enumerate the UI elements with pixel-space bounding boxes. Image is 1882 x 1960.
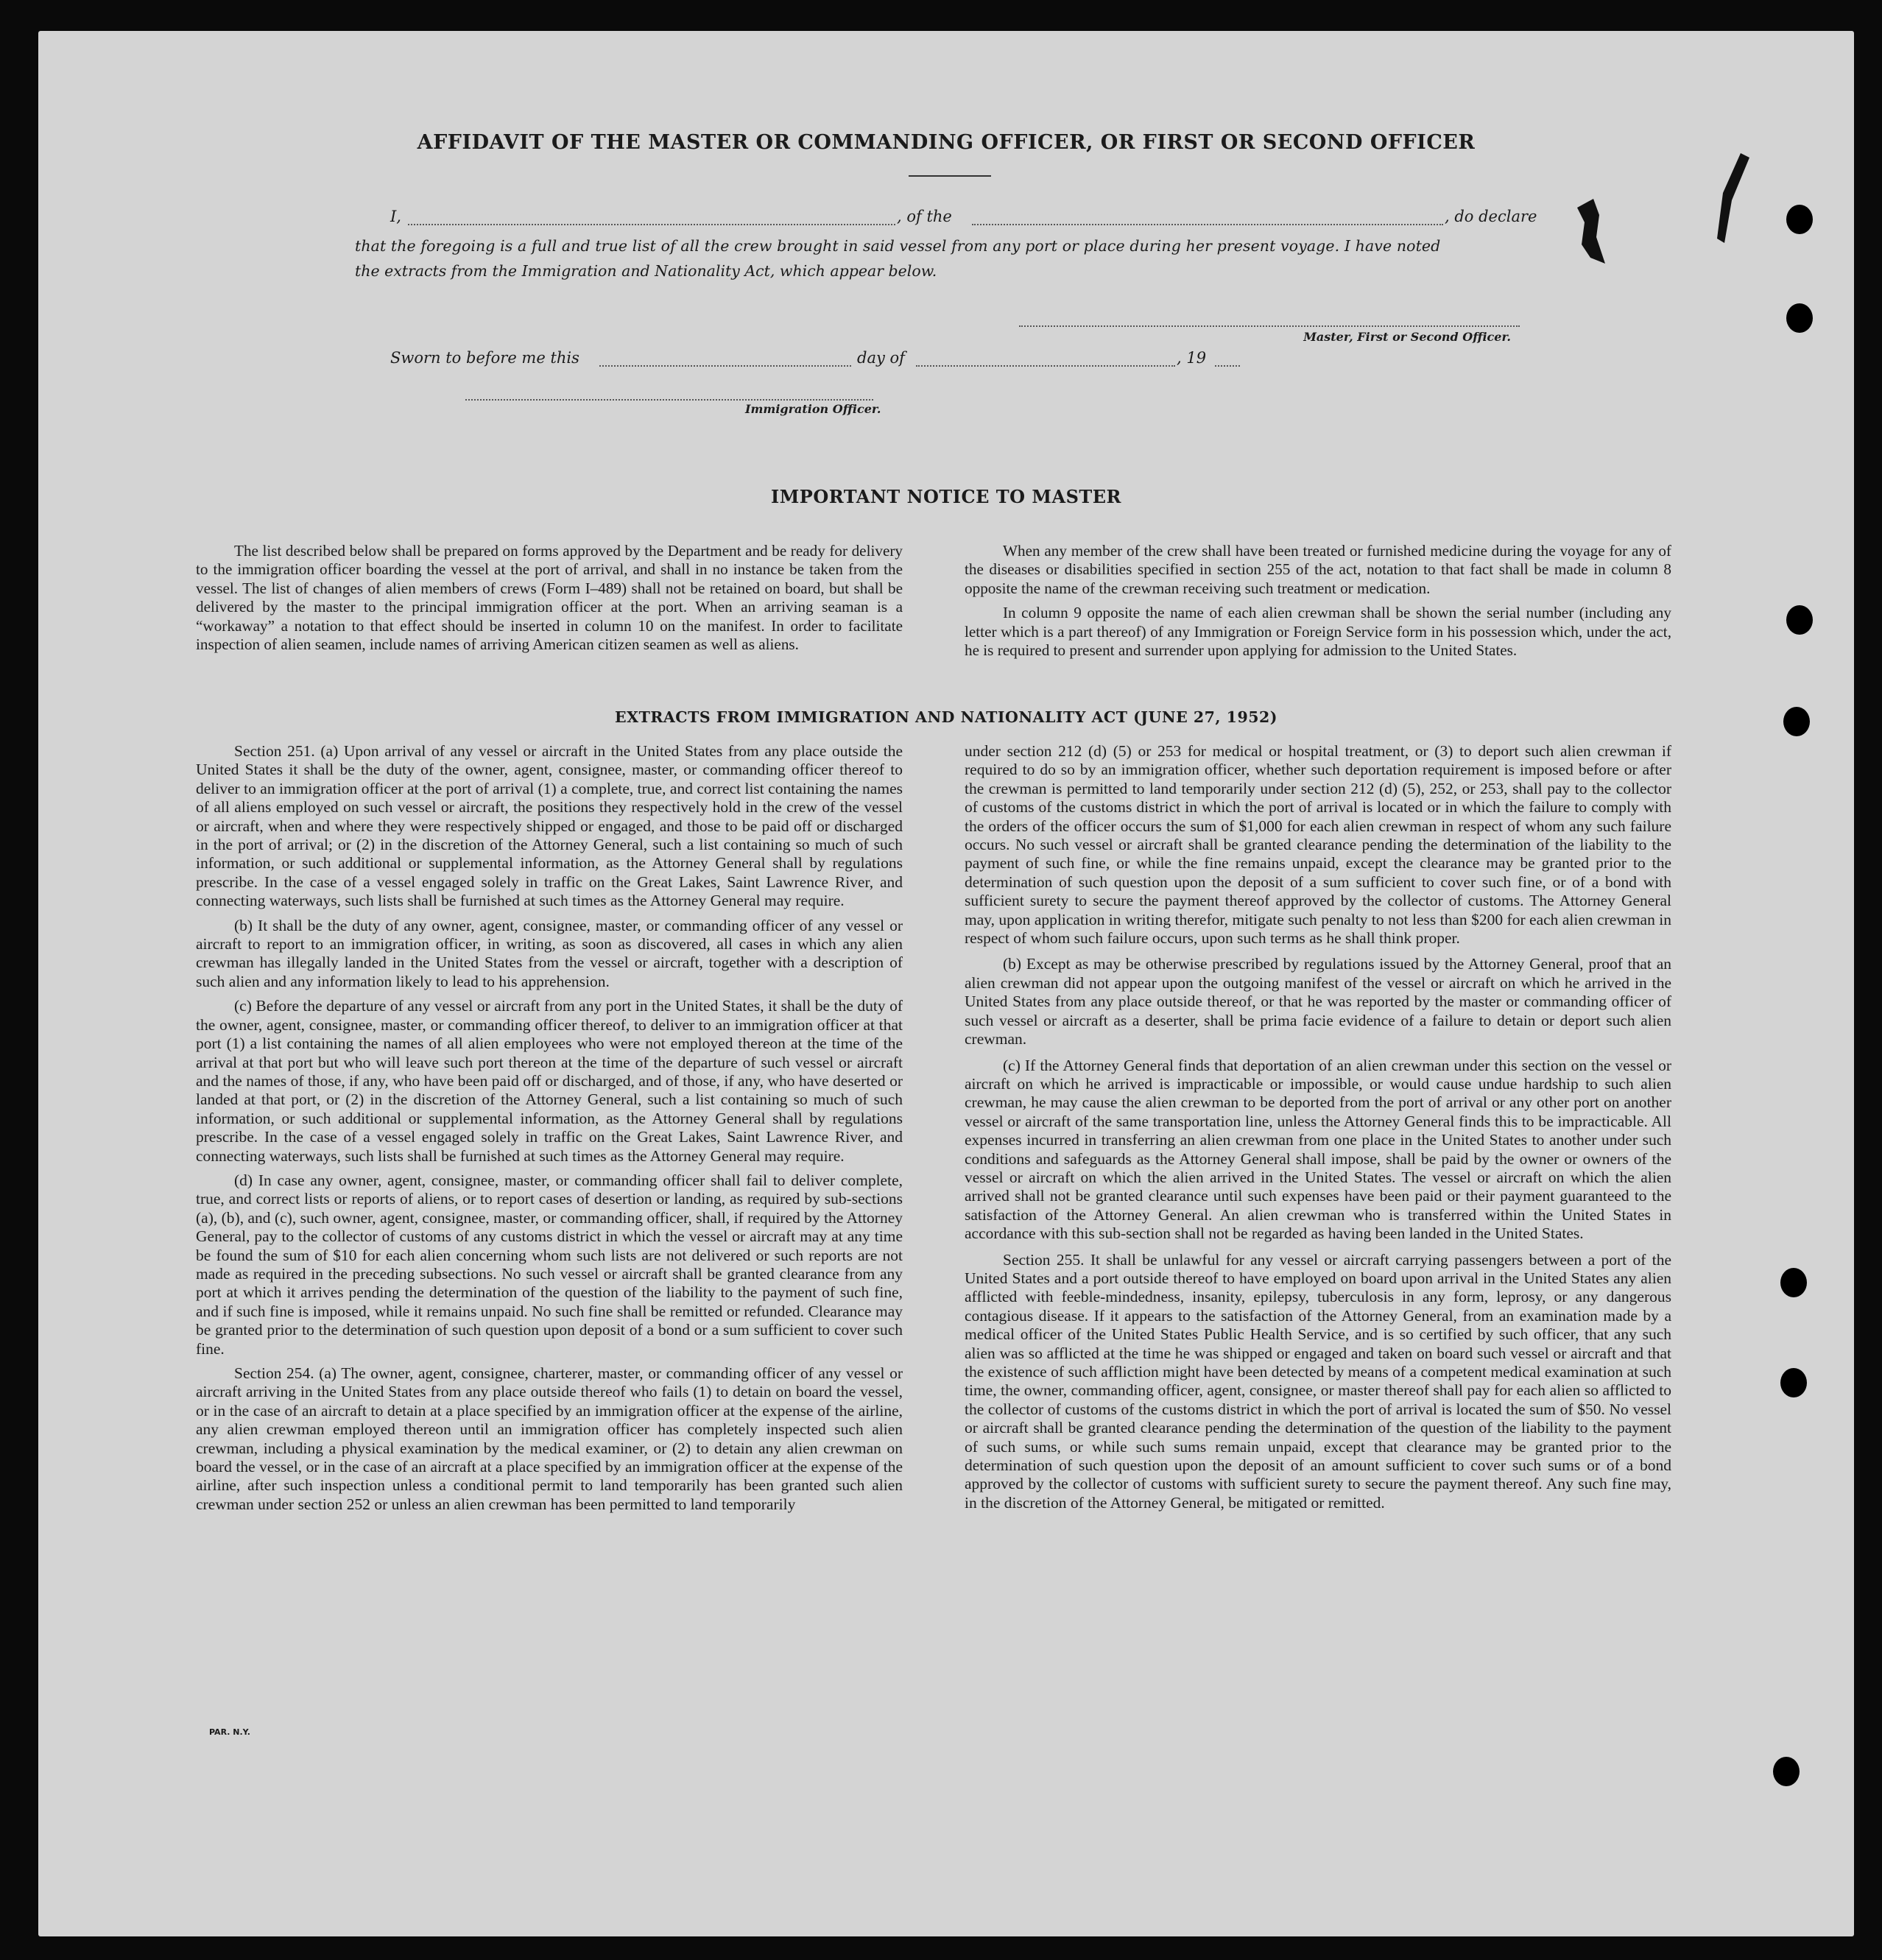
notice-title: IMPORTANT NOTICE TO MASTER: [770, 486, 1121, 507]
document-page: [38, 31, 1854, 1936]
extract-paragraph: Section 255. It shall be unlawful for any vessel or aircraft carrying passengers between a port of the United States and a port outside thereof to have employed on board upon arrival in the United States any alien afflicted with feeble-mindedness, insanity, epilepsy, tuberculosis in any form, leprosy, or any dangerous contagious disease. If it appears to the satisfaction of the Attorney General, from an examination made by a medical officer of the United States Public Health Service, and is so certified by such officer, that any such alien was so afflicted at the time he was shipped or engaged and taken on board such vessel or aircraft and that the existence of such affliction might have been detected by means of a competent medical examination at such time, the owner, commanding officer, agent, consignee, or master thereof shall pay for each alien so afflicted to the collector of customs of the customs district in which the port of arrival is located the sum of $50. No vessel or aircraft shall be granted clearance pending the determination of the question of the liability to the payment of such sums, or while such sums remain unpaid, except that clearance may be granted prior to the determination of such question upon the deposit of an amount sufficient to cover such sums or of a bond approved by the collector of customs with sufficient surety to secure the payment thereof. Any such fine may, in the discretion of the Attorney General, be mitigated or remitted.: [965, 1250, 1671, 1512]
notice-right-paragraph-2: In column 9 opposite the name of each alien crewman shall be shown the serial number (including any letter which is a part thereof) of any Immigration or Foreign Service form in his possession which, under the act, he is required to present and surrender upon applying for admission to the United States.: [965, 604, 1671, 660]
punch-hole: [1786, 605, 1813, 635]
affidavit-text-line3: the extracts from the Immigration and Nationality Act, which appear below.: [355, 262, 937, 280]
sworn-month-field[interactable]: [916, 365, 1175, 367]
extract-paragraph: (b) Except as may be otherwise prescribed by regulations issued by the Attorney General, proof that an alien crewman did not appear upon the outgoing manifest of the vessel or aircraft on which he arrived in the United States from any place outside thereof, or that he was reported by the master or commanding officer of such vessel or aircraft as a deserter, shall be prima facie evidence of a failure to detain or deport such alien crewman.: [965, 955, 1671, 1048]
extract-paragraph: Section 254. (a) The owner, agent, consignee, charterer, master, or commanding officer of any vessel or aircraft arriving in the United States from any place outside thereof who fails (1) to detain on board the vessel, or in the case of an aircraft to detain at a place specified by an immigration officer at the expense of the airline, any alien crewman employed thereon until an immigration officer has completely inspected such alien crewman, including a physical examination by the medical examiner, or (2) to detain any alien crewman on board the vessel, or in the case of an aircraft at a place specified by an immigration officer at the expense of the airline, after such inspection unless a conditional permit to land temporarily has been granted such alien crewman under section 252 or unless an alien crewman has been permitted to land temporarily: [196, 1364, 903, 1513]
immigration-officer-label: Immigration Officer.: [745, 402, 881, 416]
printer-mark: PAR. N.Y.: [209, 1727, 250, 1737]
sworn-label: Sworn to before me this: [390, 349, 579, 367]
extract-paragraph: under section 212 (d) (5) or 253 for medical or hospital treatment, or (3) to deport such alien crewman if required to do so by an immigration officer, whether such deportation requirement is imposed before or after the crewman is permitted to land temporarily under section 212 (d) (5), 252, or 253, shall pay to the collector of customs of the customs district in which the port of arrival is located or in which the failure to comply with the orders of the officer occurs the sum of $1,000 for each alien crewman in respect of whom any such failure occurs. No such vessel or aircraft shall be granted clearance pending the determination of the liability to the payment of such fine, or while the fine remains unpaid, except the clearance may be granted prior to the determination of such question upon the deposit of a sum sufficient to cover such fine, or of a bond with sufficient surety to secure the payment thereof approved by the collector of customs. The Attorney General may, upon application in writing therefor, mitigate such penalty to not less than $200 for each alien crewman in respect of whom such failure occurs, upon such terms as he shall think proper.: [965, 742, 1671, 948]
affidavit-text-line2: that the foregoing is a full and true list of all the crew brought in said vessel from any port or place during her present voyage. I have noted: [355, 237, 1441, 255]
ink-slash-mark: [1710, 149, 1754, 267]
year-label: , 19: [1177, 349, 1207, 367]
extract-paragraph: (d) In case any owner, agent, consignee, master, or commanding officer shall fail to deliver complete, true, and correct lists or reports of aliens, or to report cases of desertion or landing, as required by sub-sections (a), (b), and (c), such owner, agent, consignee, master, or commanding officer, shall, if required by the Attorney General, pay to the collector of customs of any customs district in which the vessel or aircraft may at any time be found the sum of $10 for each alien concerning whom such lists are not delivered or such reports are not made as required in the preceding subsections. No such vessel or aircraft shall be granted clearance from any port at which it arrives pending the determination of the question of the liability to the payment of such fine, and if such fine is imposed, while it remains unpaid. No such fine shall be remitted or refunded. Clearance may be granted prior to the determination of such question upon deposit of a bond or a sum sufficient to cover such fine.: [196, 1171, 903, 1358]
affidavit-of-the-label: , of the: [897, 208, 952, 225]
punch-hole: [1786, 303, 1813, 333]
punch-hole: [1786, 205, 1813, 234]
extracts-left-column: [196, 742, 903, 1520]
punch-hole: [1783, 707, 1810, 736]
punch-hole: [1780, 1268, 1807, 1297]
notice-right-paragraph-1: When any member of the crew shall have been treated or furnished medicine during the voyage for any of the diseases or disabilities specified in section 255 of the act, notation to that fact shall be made in column 8 opposite the name of the crewman receiving such treatment or medication.: [965, 542, 1671, 597]
immigration-officer-signature-field[interactable]: [465, 399, 873, 401]
notice-right-column: [965, 542, 1671, 666]
affidavit-i-label: I,: [390, 208, 401, 225]
notice-left-paragraph: The list described below shall be prepared on forms approved by the Department and be ready for delivery to the immigration officer boarding the vessel at the port of arrival, and shall in no instance be taken from the vessel. The list of changes of alien members of crews (Form I–489) shall not be retained on board, but shall be delivered by the master to the principal immigration officer at the port. When an arriving seaman is a “workaway” a notation to that effect should be inserted in column 10 on the manifest. In order to facilitate inspection of alien seamen, include names of arriving American citizen seamen as well as aliens.: [196, 542, 903, 654]
extract-paragraph: (c) If the Attorney General finds that deportation of an alien crewman under this section on the vessel or aircraft on which he arrived is impracticable or impossible, or would cause undue hardship to such alien crewman, he may cause the alien crewman to be deported from the port of arrival or any other port on another vessel or aircraft of the same transportation line, unless the Attorney General finds this to be impracticable. All expenses incurred in transferring an alien crewman from one place in the United States to another under such conditions and safeguards as the Attorney General shall impose, shall be paid by the owner or owners of the vessel or aircraft on which the alien arrived in the United States. The vessel or aircraft on which the alien arrived shall not be granted clearance until such expenses have been paid or their payment guaranteed to the satisfaction of the Attorney General. An alien crewman who is transferred within the United States in accordance with this sub-section shall not be regarded as having been landed in the United States.: [965, 1056, 1671, 1243]
vessel-name-field[interactable]: [972, 224, 1443, 225]
notice-left-column: [196, 542, 903, 660]
sworn-day-field[interactable]: [599, 365, 851, 367]
master-signature-field[interactable]: [1019, 325, 1520, 327]
affidavit-title: AFFIDAVIT OF THE MASTER OR COMMANDING OFFICER, OR FIRST OR SECOND OFFICER: [417, 131, 1476, 154]
sworn-year-field[interactable]: [1215, 365, 1240, 367]
punch-hole: [1780, 1368, 1807, 1397]
punch-hole: [1773, 1757, 1800, 1786]
ink-blot-mark: [1548, 163, 1629, 281]
extract-paragraph: (c) Before the departure of any vessel or aircraft from any port in the United States, it shall be the duty of the owner, agent, consignee, master, or commanding officer thereof, to deliver to an immigration officer at that port (1) a list containing the names of all alien employees who were not employed thereon at the time of the arrival at that port but who will leave such port thereon at the time of the departure of such vessel or aircraft and the names of those, if any, who have been paid off or discharged, and of those, if any, who have deserted or landed at that port, or (2) in the discretion of the Attorney General, such a list containing so much of such information, or such additional or supplemental information, as the Attorney General shall by regulations prescribe. In the case of a vessel engaged solely in traffic on the Great Lakes, Saint Lawrence River, and connecting waterways, such lists shall be furnished at such times as the Attorney General may require.: [196, 997, 903, 1165]
day-of-label: day of: [857, 349, 905, 367]
affidavit-declare-label: , do declare: [1445, 208, 1537, 225]
affiant-name-field[interactable]: [408, 224, 895, 225]
extract-paragraph: (b) It shall be the duty of any owner, agent, consignee, master, or commanding officer of any vessel or aircraft to report to an immigration officer, in writing, as soon as discovered, all cases in which any alien crewman has illegally landed in the United States from the vessel or aircraft, together with a description of such alien and any information likely to lead to his apprehension.: [196, 916, 903, 990]
extracts-right-column: [965, 742, 1671, 1520]
extract-paragraph: Section 251. (a) Upon arrival of any vessel or aircraft in the United States from any place outside the United States it shall be the duty of the owner, agent, consignee, master, or commanding officer thereof to deliver to an immigration officer at the port of arrival (1) a complete, true, and correct list containing the names of all aliens employed on such vessel or aircraft, the positions they respectively hold in the crew of the vessel or aircraft, when and where they were respectively shipped or engaged, and those to be paid off or discharged in the port of arrival; or (2) in the discretion of the Attorney General, such a list containing so much of such information, or such additional or supplemental information, as the Attorney General shall by regulations prescribe. In the case of a vessel engaged solely in traffic on the Great Lakes, Saint Lawrence River, and connecting waterways, such lists shall be furnished at such times as the Attorney General may require.: [196, 742, 903, 910]
master-signature-label: Master, First or Second Officer.: [1303, 330, 1511, 344]
extracts-title: EXTRACTS FROM IMMIGRATION AND NATIONALITY ACT (JUNE 27, 1952): [615, 708, 1277, 726]
title-underline: [909, 175, 991, 177]
